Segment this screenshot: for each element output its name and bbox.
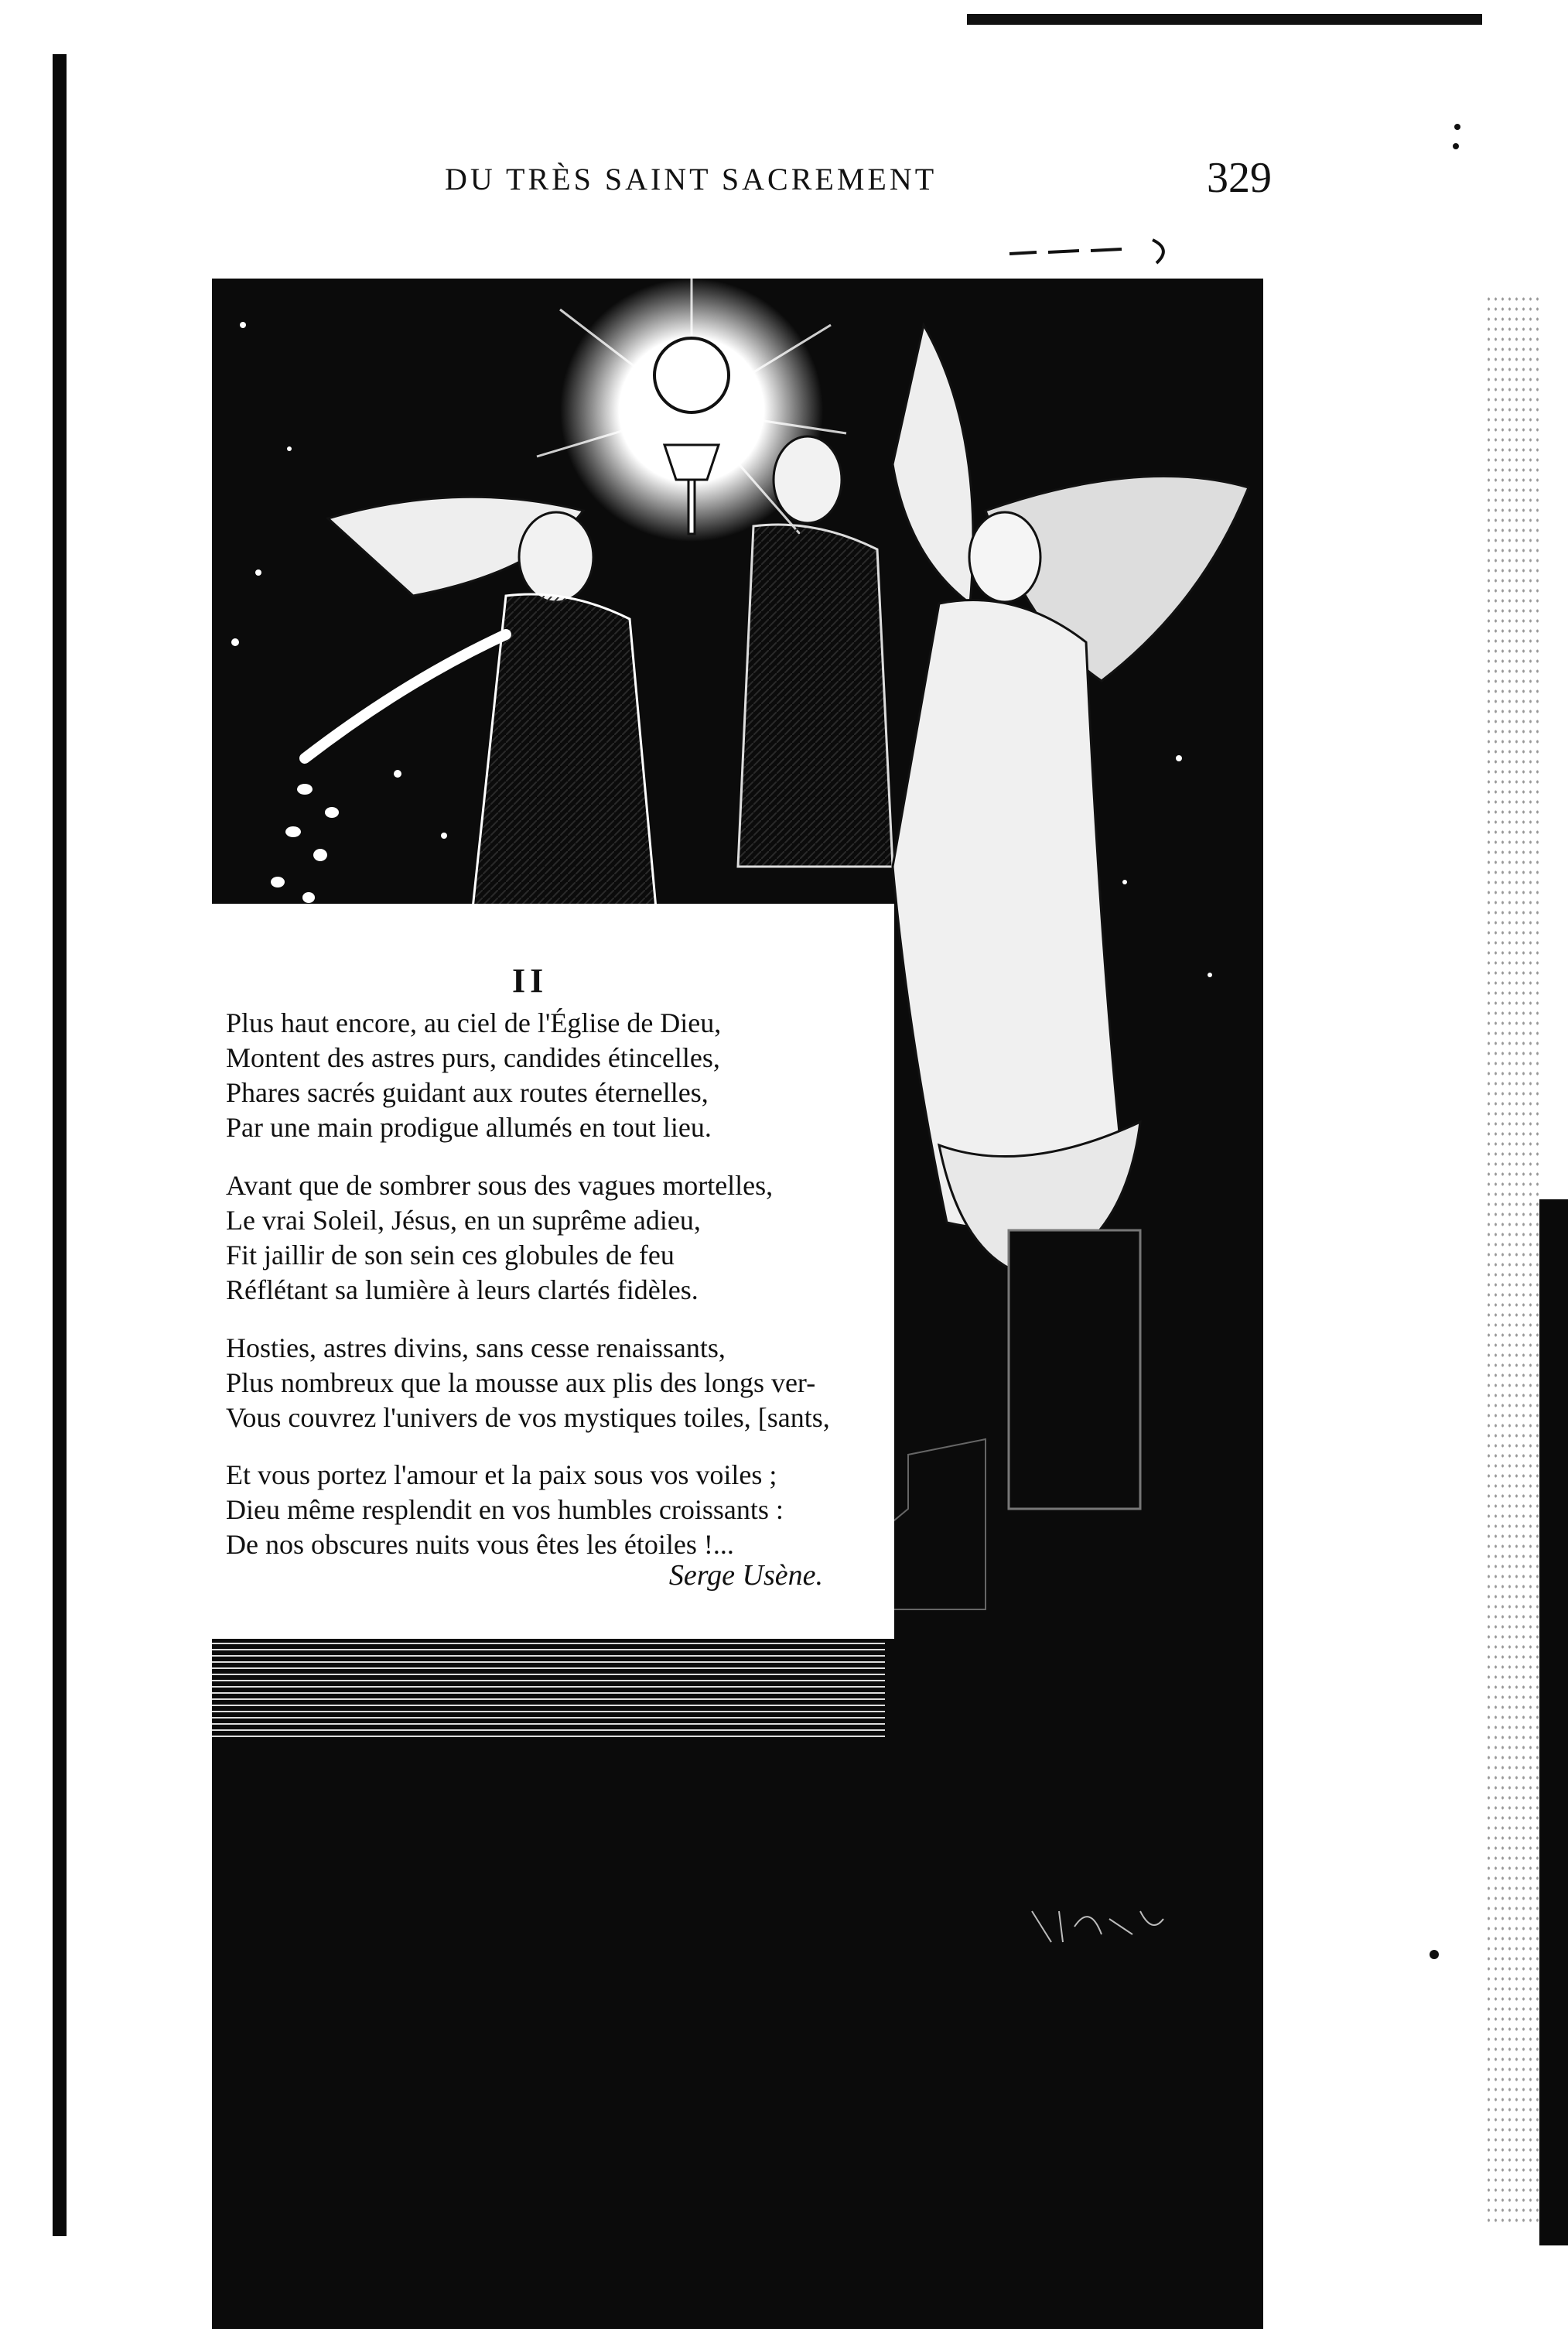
left-scan-edge [53, 54, 67, 2236]
stanza-2 [226, 1168, 773, 1308]
poem-author: Serge Usène. [668, 1559, 823, 1592]
scan-speck [1454, 124, 1460, 130]
poem-line: Réflétant sa lumière à leurs clartés fidèles. [226, 1274, 699, 1305]
poem-line: Avant que de sombrer sous des vagues mortelles, [226, 1170, 774, 1201]
poem-line: Le vrai Soleil, Jésus, en un suprême adieu, [226, 1205, 701, 1236]
poem-line: De nos obscures nuits vous êtes les étoiles !... [226, 1529, 734, 1560]
poem-line: Phares sacrés guidant aux routes éternelles, [226, 1077, 709, 1108]
pencil-mark [1006, 232, 1184, 271]
right-angel-head [969, 512, 1040, 602]
poem-panel [212, 904, 894, 1639]
right-scan-edge [1539, 1199, 1568, 2245]
right-edge-speckle [1485, 294, 1539, 2228]
host-disc [654, 338, 729, 412]
top-page-rule [967, 14, 1482, 25]
scan-speck [1453, 143, 1459, 149]
middle-angel-head [774, 436, 842, 523]
middle-angel-robe [738, 525, 893, 867]
stanza-3 [226, 1331, 830, 1435]
poem-line: Plus haut encore, au ciel de l'Église de Dieu, [226, 1007, 722, 1038]
stanza-1 [226, 1006, 721, 1145]
stanza-4 [226, 1458, 784, 1562]
poem-line: Hosties, astres divins, sans cesse renaissants, [226, 1332, 726, 1363]
poem-line: Vous couvrez l'univers de vos mystiques toiles, [sants, [226, 1402, 830, 1433]
running-head: DU TRÈS SAINT SACREMENT [445, 162, 938, 197]
page-number: 329 [1207, 154, 1272, 202]
water-reflection [212, 1625, 885, 1741]
poem-line: Plus nombreux que la mousse aux plis des longs ver- [226, 1367, 816, 1398]
tower-ruin [1009, 1230, 1140, 1509]
poem-line: Fit jaillir de son sein ces globules de feu [226, 1240, 675, 1271]
poem-line: Dieu même resplendit en vos humbles croissants : [226, 1494, 784, 1525]
left-angel-head [519, 512, 593, 602]
poem-line: Et vous portez l'amour et la paix sous vos voiles ; [226, 1459, 777, 1490]
poem-line: Montent des astres purs, candides étincelles, [226, 1042, 720, 1073]
section-numeral: II [512, 962, 548, 1000]
scan-speck [1430, 1950, 1439, 1959]
poem-line: Par une main prodigue allumés en tout lieu. [226, 1112, 712, 1143]
